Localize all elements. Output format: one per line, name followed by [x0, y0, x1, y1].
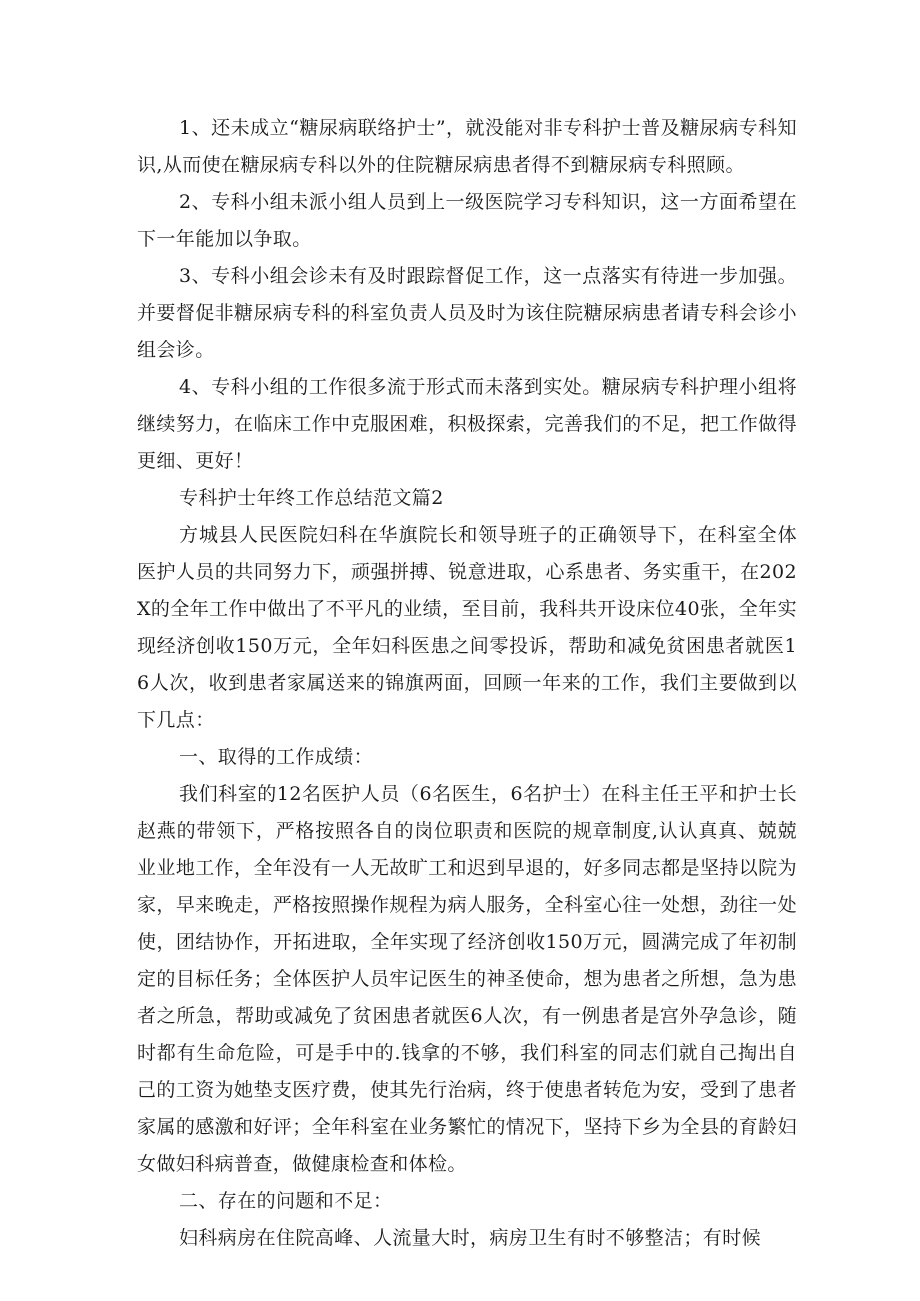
- intro-paragraph: 方城县人民医院妇科在华旗院长和领导班子的正确领导下，在科室全体医护人员的共同努力下，顽强拼搏、锐意进取，心系患者、务实重干，在202X的全年工作中做出了不平凡的业绩，至目前，我科共开设床位40张，全年实现经济创收150万元，全年妇科医患之间零投诉，帮助和减免贫困患者就医16人次，收到患者家属送来的锦旗两面，回顾一年来的工作，我们主要做到以下几点：: [137, 524, 797, 731]
- section-1-body: 我们科室的12名医护人员（6名医生，6名护士）在科主任王平和护士长赵燕的带领下，严格按照各自的岗位职责和医院的规章制度,认认真真、兢兢业业地工作，全年没有一人无故旷工和迟到早退的，好多同志都是坚持以院为家，早来晚走，严格按照操作规程为病人服务，全科室心往一处想，劲往一处使，团结协作，开拓进取，全年实现了经济创收150万元，圆满完成了年初制定的目标任务；全体医护人员牢记医生的神圣使命，想为患者之所想，急为患者之所急，帮助或减免了贫困患者就医6人次，有一例患者是宫外孕急诊，随时都有生命危险，可是手中的.钱拿的不够，我们科室的同志们就自己掏出自己的工资为她垫支医疗费，使其先行治病，终于使患者转危为安，受到了患者家属的感激和好评；全年科室在业务繁忙的情况下，坚持下乡为全县的育龄妇女做妇科病普查，做健康检查和体检。: [137, 783, 797, 1175]
- paragraph-2: 2、专科小组未派小组人员到上一级医院学习专科知识，这一方面希望在下一年能加以争取。: [137, 191, 797, 250]
- section-2-body: 妇科病房在住院高峰、人流量大时，病房卫生有时不够整洁；有时候: [179, 1227, 762, 1249]
- section-1-heading: 一、取得的工作成绩：: [179, 746, 374, 768]
- paragraph-1: 1、还未成立“糖尿病联络护士”，就没能对非专科护士普及糖尿病专科知识,从而使在糖尿病专科以外的住院糖尿病患者得不到糖尿病专科照顾。: [137, 117, 797, 176]
- paragraph-4: 4、专科小组的工作很多流于形式而未落到实处。糖尿病专科护理小组将继续努力，在临床工作中克服困难，积极探索，完善我们的不足，把工作做得更细、更好！: [137, 376, 797, 472]
- paragraph-3: 3、专科小组会诊未有及时跟踪督促工作，这一点落实有待进一步加强。并要督促非糖尿病专科的科室负责人员及时为该住院糖尿病患者请专科会诊小组会诊。: [137, 265, 797, 361]
- article-title: 专科护士年终工作总结范文篇2: [179, 487, 444, 509]
- document-body: [137, 110, 797, 1257]
- section-2-heading: 二、存在的问题和不足：: [179, 1190, 393, 1212]
